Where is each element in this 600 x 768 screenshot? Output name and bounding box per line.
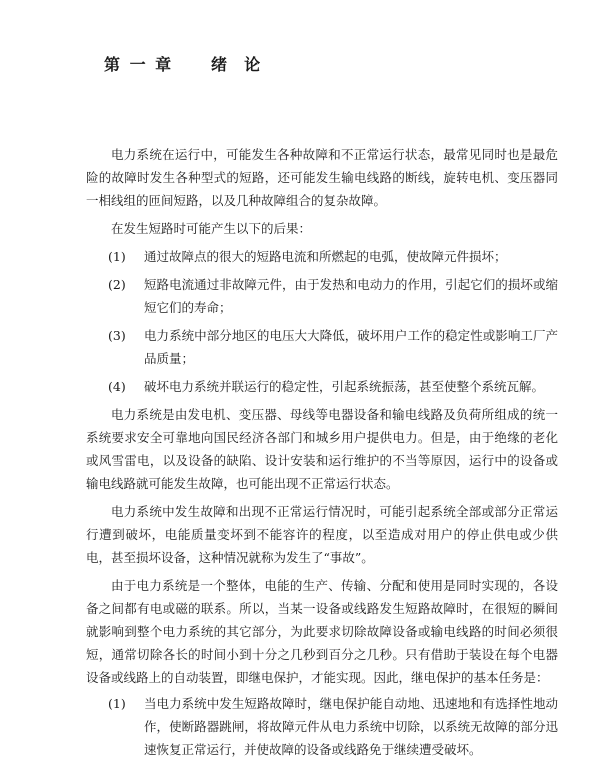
- list-item: [86, 273, 558, 319]
- list-text: 电力系统中部分地区的电压大大降低，破坏用户工作的稳定性或影响工厂产品质量；: [144, 328, 558, 366]
- list-item: [86, 324, 558, 370]
- list-text: 短路电流通过非故障元件，由于发热和电动力的作用，引起它们的损坏或缩短它们的寿命；: [144, 277, 558, 315]
- paragraph-accident: 电力系统中发生故障和出现不正常运行情况时，可能引起系统全部或部分正常运行遭到破坏，电能质量变坏到不能容许的程度，以至造成对用户的停止供电或少供电，甚至损坏设备，这种情况就称为发生了“事故”。: [86, 504, 558, 565]
- paragraph-power-system: 电力系统是由发电机、变压器、母线等电器设备和输电线路及负荷所组成的统一系统要求安全可靠地向国民经济各部门和城乡用户提供电力。但是，由于绝缘的老化或风雪雷电，以及设备的缺陷、设计安装和运行维护的不当等原因，运行中的设备或输电线路就可能发生故障，也可能出现不正常运行状态。: [86, 407, 558, 491]
- chapter-title: 第 一 章 绪 论: [104, 55, 263, 74]
- list-item: [86, 245, 558, 268]
- list-number: (2): [108, 277, 126, 292]
- list-item: [86, 692, 558, 761]
- list-text: 破坏电力系统并联运行的稳定性，引起系统振荡，甚至使整个系统瓦解。: [144, 379, 545, 394]
- list-item: [86, 375, 558, 398]
- body-text: [86, 143, 558, 766]
- list-number: (4): [108, 379, 126, 394]
- list-number: (1): [108, 696, 126, 711]
- list-text: 通过故障点的很大的短路电流和所燃起的电弧，使故障元件损坏；: [144, 249, 507, 264]
- paragraph-consequences-intro: 在发生短路时可能产生以下的后果：: [111, 221, 312, 236]
- list-number: (1): [108, 249, 126, 264]
- paragraph-fault-types: 电力系统在运行中，可能发生各种故障和不正常运行状态，最常见同时也是最危险的故障时发生各种型式的短路，还可能发生输电线路的断线，旋转电机、变压器同一相线组的匝间短路，以及几种故障组合的复杂故障。: [86, 147, 558, 208]
- list-number: (3): [108, 328, 126, 343]
- paragraph-relay-protection: 由于电力系统是一个整体，电能的生产、传输、分配和使用是同时实现的，各设备之间都有电或磁的联系。所以，当某一设备或线路发生短路故障时，在很短的瞬间就影响到整个电力系统的其它部分，为此要求切除故障设备或输电线路的时间必须很短，通常切除各长的时间小到十分之几秒到百分之几秒。只有借助于装设在每个电器设备或线路上的自动装置，即继电保护，才能实现。因此，继电保护的基本任务是：: [86, 578, 558, 685]
- list-text: 当电力系统中发生短路故障时，继电保护能自动地、迅速地和有选择性地动作，使断路器跳闸，将故障元件从电力系统中切除，以系统无故障的部分迅速恢复正常运行，并使故障的设备或线路免于继续遭受破坏。: [144, 696, 558, 757]
